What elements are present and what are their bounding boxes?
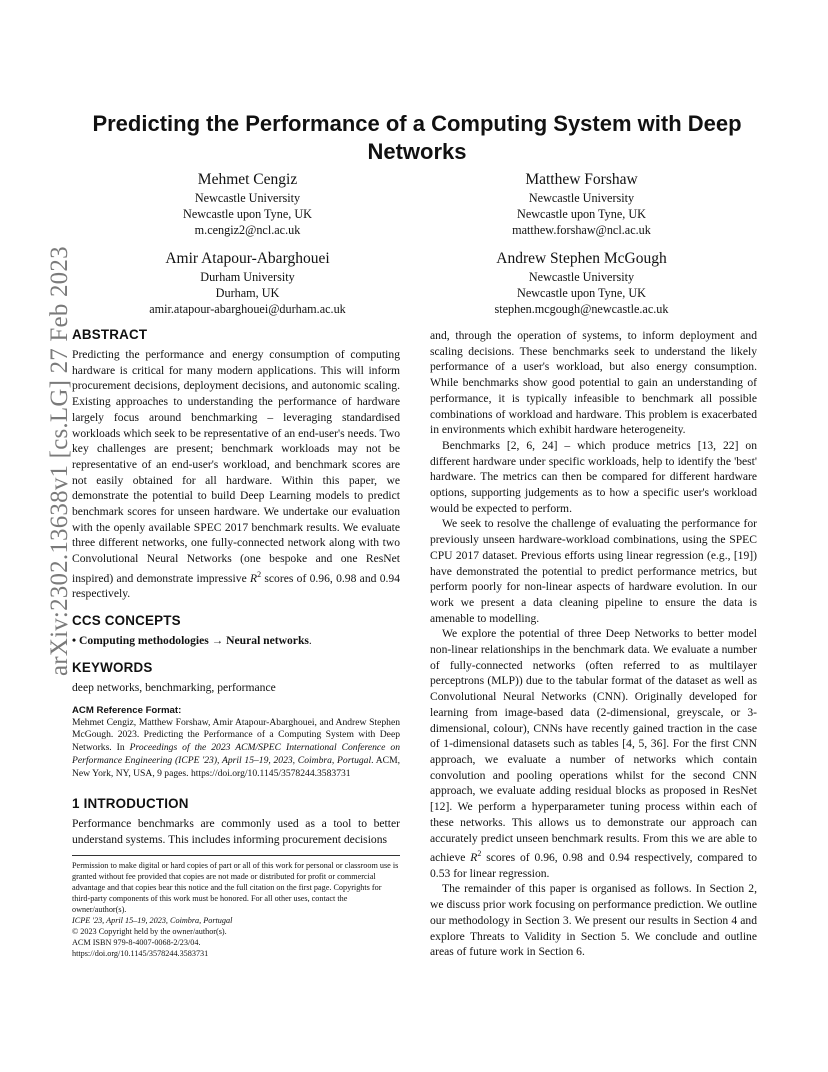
author-affiliation: Newcastle University <box>528 191 635 205</box>
author-block <box>110 249 385 317</box>
intro-paragraph: We seek to resolve the challenge of evaluating the performance for previously unseen hardware-workload combinations, using the SPEC CPU 2017 dataset. Previous efforts using linear regression (e.g., [19]) have demonstrated the potential to predict performance metrics, but perform poorly for non-linear aspects of hardware evolution. In our work we present a data cleaning pipeline to ensure the data is amenable to modelling. <box>430 517 757 625</box>
keywords-text: deep networks, benchmarking, performance <box>72 680 276 694</box>
arxiv-stamp <box>18 246 73 676</box>
author-email: m.cengiz2@ncl.ac.uk <box>194 223 301 237</box>
footnote-doi: https://doi.org/10.1145/3578244.3583731 <box>72 949 209 958</box>
intro-paragraph: Performance benchmarks are commonly used as a tool to better understand systems. This includes informing procurement decisions <box>72 817 400 846</box>
author-location: Newcastle upon Tyne, UK <box>517 207 646 221</box>
ccs-concepts: • Computing methodologies → Neural networks. <box>72 634 312 648</box>
author-email: stephen.mcgough@newcastle.ac.uk <box>494 302 669 316</box>
author-affiliation: Newcastle University <box>194 191 301 205</box>
copyright-footnote <box>72 855 400 959</box>
ccs-heading: CCS CONCEPTS <box>72 613 181 629</box>
right-column <box>430 328 757 960</box>
arxiv-id: arXiv:2302.13638v1 [cs.LG] 27 Feb 2023 <box>46 246 73 676</box>
abstract-heading: ABSTRACT <box>72 327 148 342</box>
keywords-heading: KEYWORDS <box>72 659 153 675</box>
abstract-text: Predicting the performance and energy consumption of computing hardware is critical for many modern applications. This will inform procurement decisions, deployment decisions, and autonomic scaling. Existing approaches to understanding the performance of hardware largely focus around benchmarking – leveraging standardised workloads which seek to be representative of an end-user's needs. Two key challenges are present; benchmark workloads may not be representative of an end-user's workload, and benchmark scores are not easily obtained for all hardware. Within this paper, we demonstrate the potential to build Deep Learning models to predict benchmark scores for unseen hardware. We undertake our evaluation with the openly available SPEC 2017 benchmark results. We evaluate three different networks, one fully-connected network along with two Convolutional Neural Networks (one bespoke and one ResNet inspired) and demonstrate impressive $R^2$ scores of 0.96, 0.98 and 0.94 respectively. <box>72 348 400 601</box>
intro-paragraph: We explore the potential of three Deep Networks to better model non-linear relationships in the benchmark data. We evaluate a number of fully-connected networks (often referred to as multilayer perceptrons (MLP)) due to the tabular format of the dataset as well as Convolutional Neural Networks (CNN). Originally developed for learning from image-based data (2-dimensional, greyscale, or 3-dimensional, colour), CNNs have recently gained traction in the case of 1-dimensional datasets such as tables [4, 5, 36]. For the first CNN approach, we evaluate a number of networks which contain convolution and pooling operations whilst for the second CNN approach, we evaluate adding residual blocks as proposed in ResNet [12]. We perform a hyperparameter tuning process within each of these networks. This allows us to demonstrate our approach can accurately predict unseen benchmark results. From this we are able to achieve $R^2$ scores of 0.96, 0.98 and 0.94 respectively, compared to 0.53 for linear regression. <box>430 627 757 880</box>
author-affiliation: Durham University <box>200 270 295 284</box>
acm-reference-heading: ACM Reference Format: <box>72 704 182 716</box>
author-block <box>444 170 719 238</box>
acm-reference-text: Mehmet Cengiz, Matthew Forshaw, Amir Atapour-Abarghouei, and Andrew Stephen McGough. 2023. Predicting the Performance of a Computing System with Deep Networks. In Proceedings of the 2023 ACM/SPEC International Conference on Performance Engineering (ICPE '23), April 15–19, 2023, Coimbra, Portugal. ACM, New York, NY, USA, 9 pages. https://doi.org/10.1145/3578244.3583731 <box>72 716 400 780</box>
author-block <box>444 249 719 317</box>
intro-paragraph: Benchmarks [2, 6, 24] – which produce metrics [13, 22] on different hardware under specific workloads, help to identify the 'best' hardware. The metrics can then be compared for different hardware options, supporting judgements as to how a specific user's workload would be expected to perform. <box>430 438 757 515</box>
author-name: Mehmet Cengiz <box>197 171 298 188</box>
author-email: matthew.forshaw@ncl.ac.uk <box>512 223 651 237</box>
author-location: Durham, UK <box>215 286 280 300</box>
footnote-copyright: © 2023 Copyright held by the owner/author(s). <box>72 927 227 936</box>
footnote-venue: ICPE '23, April 15–19, 2023, Coimbra, Portugal <box>72 916 233 925</box>
author-name: Matthew Forshaw <box>525 171 638 188</box>
paper-title: Predicting the Performance of a Computing System with Deep Networks <box>92 111 742 164</box>
author-affiliation: Newcastle University <box>528 270 635 284</box>
footnote-isbn: ACM ISBN 979-8-4007-0068-2/23/04. <box>72 938 201 947</box>
author-name: Andrew Stephen McGough <box>496 250 667 267</box>
author-name: Amir Atapour-Abarghouei <box>165 250 330 267</box>
intro-paragraph: and, through the operation of systems, to inform deployment and scaling decisions. These benchmarks seek to understand the likely performance of a user's workload, but also energy consumption. While benchmarks show good potential to gain an understanding of performance, it is typically infeasible to benchmark all possible combinations of workload and hardware. This problem is exacerbated in environments which exhibit hardware heterogeneity. <box>430 329 757 437</box>
intro-paragraph: The remainder of this paper is organised as follows. In Section 2, we discuss prior work focusing on performance prediction. We outline our methodology in Section 3. We present our results in Section 4 and explore Threats to Validity in Section 5. We conclude and outline areas of future work in Section 6. <box>430 882 757 959</box>
permission-notice: Permission to make digital or hard copies of part or all of this work for personal or classroom use is granted without fee provided that copies are not made or distributed for profit or commercial advantage and that copies bear this notice and the full citation on the first page. Copyrights for third-party components of this work must be honored. For all other uses, contact the owner/author(s). <box>72 861 399 914</box>
author-location: Newcastle upon Tyne, UK <box>183 207 312 221</box>
introduction-heading: 1 INTRODUCTION <box>72 796 189 812</box>
author-location: Newcastle upon Tyne, UK <box>517 286 646 300</box>
left-column <box>72 326 400 847</box>
author-email: amir.atapour-abarghouei@durham.ac.uk <box>149 302 346 316</box>
author-block <box>110 170 385 238</box>
